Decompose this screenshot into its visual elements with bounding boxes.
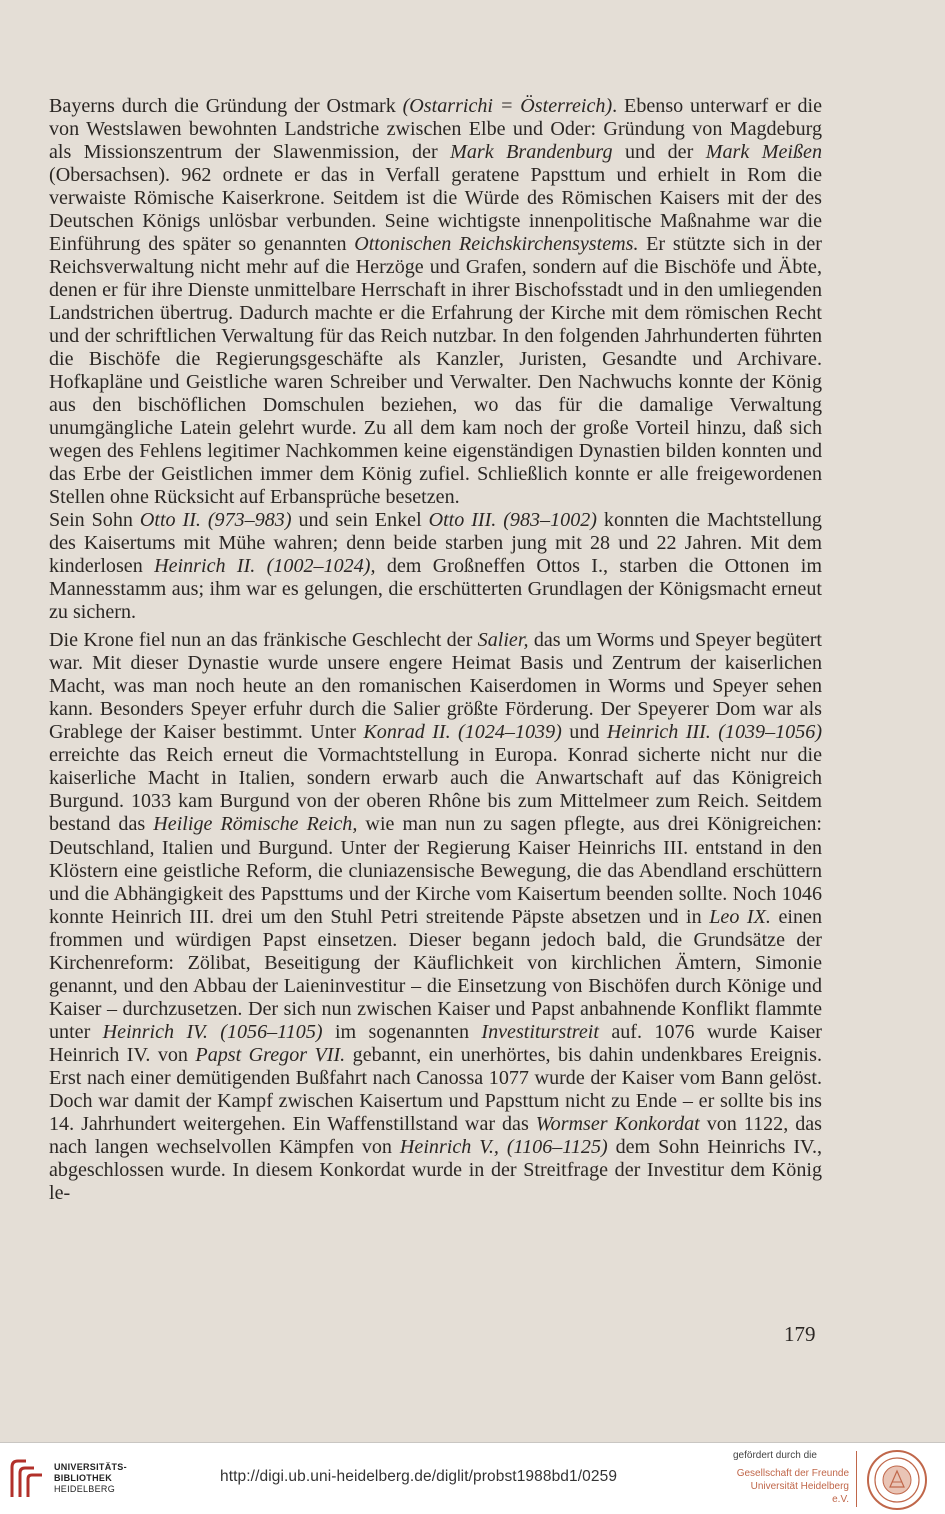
paragraph-1 — [49, 95, 822, 509]
text-run: von 1122, das nach langen wechselvollen Kämpfen von — [49, 1112, 822, 1158]
sponsor-label: gefördert durch die — [733, 1450, 817, 1461]
text-run: Sein Sohn — [49, 509, 140, 532]
text-run: erreichte das Reich erneut die Vormachtstellung in Europa. Konrad sicherte nicht nur die kaiserliche Macht in Italien, sondern erwarb auch die Anwartschaft auf das Königreich Burgund. 1033 kam Burgund von der oberen Rhône bis zum Mittelmeer zum Reich. Seitdem bestand das — [49, 744, 822, 836]
university-seal-icon[interactable] — [866, 1449, 928, 1511]
italic-run: Otto III. (983–1002) — [428, 509, 597, 532]
text-run: Bayerns durch die Gründung der Ostmark — [49, 95, 403, 117]
text-run: und — [561, 721, 607, 744]
text-run: konnten die Machtstellung des Kaisertums mit Mühe wahren; denn beide starben jung mit 28 und 22 Jahren. Mit dem kinderlosen — [49, 509, 822, 578]
text-run: im sogenannten — [322, 1020, 482, 1043]
paragraph-3 — [49, 629, 822, 1204]
text-run: (Obersachsen). 962 ordnete er das in Verfall geratene Papsttum und erhielt in Rom die verwaiste Römische Kaiserkrone. Seitdem ist die Würde des Römischen Kaisers mit der des Deutschen Königs unlösbar verbunden. Seine wichtigste innenpolitische Maßnahme war die Einführung des später so genannten — [49, 164, 822, 256]
italic-run: (Ostarrichi = Österreich) — [402, 95, 613, 117]
text-run: gebannt, ein unerhörtes, bis dahin undenkbares Ereignis. Erst nach einer demütigenden Bußfahrt nach Canossa 1077 wurde der Kaiser vom Bann gelöst. Doch war damit der Kampf zwischen Kaisertum und Papsttum nicht zu Ende – er sollte bis ins 14. Jahrhundert weitergehen. Ein Waffenstillstand war das — [49, 1043, 822, 1135]
library-name-line2: BIBLIOTHEK — [54, 1473, 112, 1483]
italic-run: Salier, — [477, 629, 529, 652]
text-run: das um Worms und Speyer begütert war. Mit dieser Dynastie wurde unsere engere Heimat Basis und Zentrum der kaiserlichen Macht, was man noch heute an den romanischen Kaiserdomen in Worms und Speyer sehen kann. Besonders Speyer erfuhr durch die Salier größte Förderung. Der Speyerer Dom war als Grablege der Kaiser bestimmt. Unter — [49, 629, 822, 744]
sponsor-line2: Universität Heidelberg e.V. — [750, 1481, 849, 1505]
italic-run: Ottonischen Reichskirchensystems. — [354, 233, 639, 256]
italic-run: Heinrich III. (1039–1056) — [606, 721, 823, 744]
text-run: wie man nun zu sagen pflegte, aus drei Königreichen: Deutschland, Italien und Burgund. Unter der Regierung Kaiser Heinrichs III. entstand in den Klöstern eine geistliche Reform, die cluniazensische Bewegung, die das Abendland erschüttern und die Abhängigkeit des Papsttums und der Kirche vom Kaisertum beenden sollte. Noch 1046 konnte Heinrich III. drei um den Stuhl Petri streitende Päpste absetzen und in — [49, 813, 823, 928]
text-run: . Ebenso unterwarf er die von Westslawen bewohnten Landstriche zwischen Elbe und Oder: Gründung von Magdeburg als Missionszentrum der Slawenmission, der — [49, 95, 823, 164]
italic-run: Papst Gregor VII. — [195, 1043, 346, 1066]
italic-run: Heinrich V., (1106–1125) — [399, 1135, 608, 1158]
text-run: auf. 1076 wurde Kaiser Heinrich IV. von — [49, 1020, 822, 1066]
body-text — [49, 95, 822, 1205]
italic-run: Heilige Römische Reich, — [153, 813, 358, 836]
italic-run: Otto II. (973–983) — [139, 509, 292, 532]
footer-divider — [856, 1451, 857, 1507]
italic-run: Heinrich II. (1002–1024), — [154, 555, 376, 578]
italic-run: Heinrich IV. (1056–1105) — [102, 1020, 323, 1043]
ub-heidelberg-logo-icon[interactable] — [8, 1457, 48, 1501]
italic-run: Leo IX. — [709, 905, 771, 928]
italic-run: Mark Brandenburg — [450, 141, 613, 164]
text-run: einen frommen und würdigen Papst einsetzen. Dieser begann jedoch bald, die Grundsätze der Kirchenreform: Zölibat, Beseitigung der Käuflichkeit von kirchlichen Ämtern, Simonie genannt, und den Abbau der Laieninvestitur – die Einsetzung von Bischöfen durch Könige und Kaiser – durchzusetzen. Der sich nun zwischen Kaiser und Papst anbahnende Konflikt flammte unter — [49, 905, 822, 1043]
text-run: und sein Enkel — [291, 509, 429, 532]
italic-run: Konrad II. (1024–1039) — [363, 721, 562, 744]
sponsor-line1: Gesellschaft der Freunde — [736, 1468, 849, 1479]
italic-run: Mark Meißen — [705, 141, 822, 164]
italic-run: Wormser Konkordat — [535, 1112, 700, 1135]
library-name-line3: HEIDELBERG — [54, 1484, 116, 1494]
library-name-line1: UNIVERSITÄTS- — [54, 1462, 127, 1472]
text-run: und der — [612, 141, 706, 164]
text-run: dem Sohn Heinrichs IV., abgeschlossen wurde. In diesem Konkordat wurde in der Streitfrage der Investitur dem König le- — [49, 1135, 823, 1204]
permalink-url[interactable]: http://digi.ub.uni-heidelberg.de/diglit/probst1988bd1/0259 — [220, 1468, 618, 1485]
text-run: dem Großneffen Ottos I., starben die Ottonen im Mannesstamm aus; ihm war es gelungen, die erschütterten Grundlagen der Königsmacht erneut zu sichern. — [49, 555, 822, 624]
italic-run: Investiturstreit — [481, 1020, 599, 1043]
text-run: Die Krone fiel nun an das fränkische Geschlecht der — [49, 629, 478, 652]
page-number: 179 — [784, 1322, 816, 1346]
text-run: Er stützte sich in der Reichsverwaltung nicht mehr auf die Herzöge und Grafen, sondern auf die Bischöfe und Äbte, denen er für ihre Dienste unmittelbare Herrschaft in ihrer Bischofsstadt und in den umliegenden Landstrichen übertrug. Dadurch machte er die Erfahrung der Kirche mit dem römischen Recht und der schriftlichen Verwaltung für das Reich nutzbar. In den folgenden Jahrhunderten führten die Bischöfe die Regierungsgeschäfte als Kanzler, Juristen, Gesandte und Archivare. Hofkapläne und Geistliche waren Schreiber und Verwalter. Den Nachwuchs konnte der König aus den bischöflichen Domschulen beziehen, wo das für die damalige Verwaltung unumgängliche Latein gelehrt wurde. Zu all dem kam noch der große Vorteil hinzu, daß sich wegen des Fehlens legitimer Nachkommen keine eigenständigen Dynastien bilden konnten und das Erbe der Geistlichen immer dem König zufiel. Schließlich konnte er alle freigewordenen Stellen ohne Rücksicht auf Erbansprüche besetzen. — [49, 233, 822, 509]
footer-bar — [0, 1442, 945, 1514]
library-name[interactable] — [54, 1462, 127, 1495]
paragraph-2 — [49, 509, 822, 624]
sponsor-name[interactable] — [733, 1467, 849, 1506]
